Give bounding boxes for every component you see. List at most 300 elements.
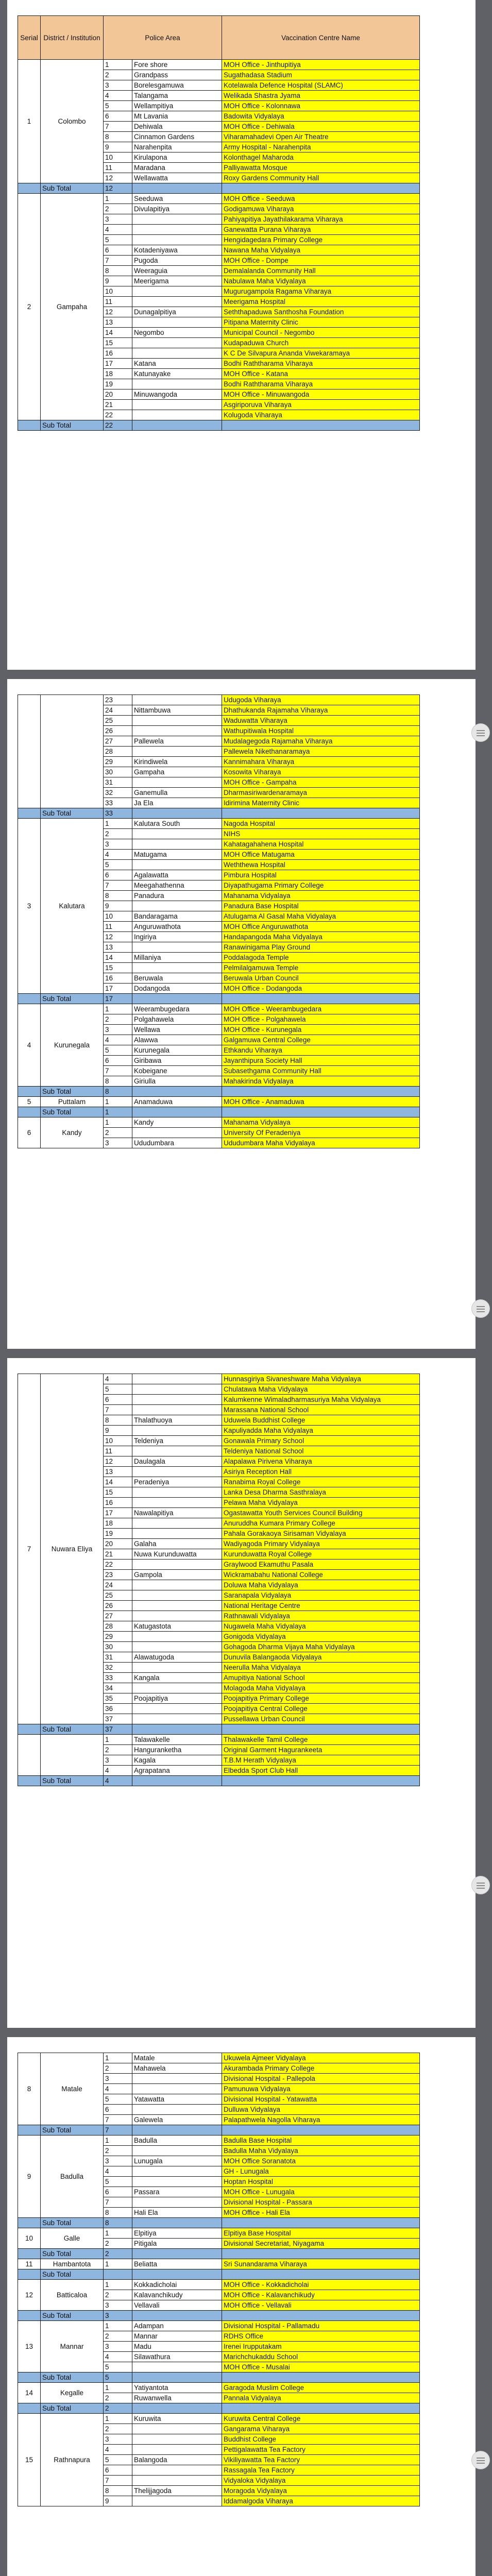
centre-name-cell: Welikada Shastra Jyama [222,91,420,101]
centre-name-cell: Wathupitiwala Hospital [222,726,420,736]
police-area-cell: Yatiyantota [132,2383,222,2393]
police-area-cell [132,1663,222,1673]
table-row [18,819,420,829]
subtotal-value: 22 [104,420,132,431]
centre-name-cell: Kalumkenne Wimaladharmasuriya Maha Vidyalaya [222,1395,420,1405]
subtotal-value: 8 [104,1087,132,1097]
row-number-cell: 9 [104,2496,132,2506]
centre-name-cell: Hengidagedara Primary College [222,235,420,245]
subtotal-row [18,2403,420,2414]
row-number-cell: 8 [104,1076,132,1087]
police-area-cell: Kandy [132,1117,222,1128]
row-number-cell: 32 [104,1663,132,1673]
row-number-cell: 5 [104,235,132,245]
centre-name-cell: Marichchukaddu School [222,2352,420,2362]
scroll-handle-icon[interactable] [471,2451,490,2469]
row-number-cell: 6 [104,2105,132,2115]
table-row [18,60,420,70]
centre-name-cell: MOH Office - Kolonnawa [222,101,420,111]
serial-cell: 10 [18,2228,41,2249]
centre-name-cell: Elbedda Sport Club Hall [222,1766,420,1776]
centre-name-cell: Kannimahara Viharaya [222,757,420,767]
police-area-cell: Nawalapitiya [132,1508,222,1518]
subtotal-blank [132,1724,222,1735]
police-area-cell [132,214,222,225]
subtotal-value: 4 [104,1776,132,1786]
row-number-cell: 26 [104,726,132,736]
centre-name-cell: Pettigalawatta Tea Factory [222,2445,420,2455]
district-cell: Kandy [41,1117,104,1148]
row-number-cell: 11 [104,163,132,173]
district-cell: Rathnapura [41,2414,104,2506]
subtotal-value: 2 [104,2403,132,2414]
police-area-cell: Katugastota [132,1621,222,1632]
police-area-cell: Mahawela [132,2063,222,2074]
row-number-cell: 15 [104,963,132,973]
subtotal-label: Sub Total [41,2249,104,2259]
row-number-cell: 12 [104,307,132,317]
subtotal-row [18,2218,420,2228]
subtotal-label: Sub Total [41,2403,104,2414]
district-cell: Badulla [41,2136,104,2218]
centre-name-cell: NIHS [222,829,420,839]
row-number-cell: 26 [104,1601,132,1611]
row-number-cell: 7 [104,2476,132,2486]
row-number-cell: 16 [104,973,132,984]
centre-name-cell: Weththewa Hospital [222,860,420,870]
subtotal-blank [132,1107,222,1117]
row-number-cell: 5 [104,1384,132,1395]
police-area-cell: Kalavanchikudy [132,2290,222,2300]
centre-name-cell: Pahiyapitiya Jayathilakarama Viharaya [222,214,420,225]
row-number-cell: 23 [104,695,132,705]
centre-name-cell: MOH Office - Jinthupitiya [222,60,420,70]
police-area-cell: Galaha [132,1539,222,1549]
subtotal-label: Sub Total [41,2372,104,2383]
row-number-cell: 2 [104,2290,132,2300]
centre-name-cell: Gangarama Viharaya [222,2424,420,2434]
row-number-cell: 2 [104,1014,132,1025]
police-area-cell: Polgahawela [132,1014,222,1025]
police-area-cell: Pitigala [132,2239,222,2249]
subtotal-value: 5 [104,2372,132,2383]
subtotal-blank [18,808,41,819]
subtotal-value: 1 [104,1107,132,1117]
subtotal-blank [18,1107,41,1117]
subtotal-row [18,2249,420,2259]
subtotal-blank [222,2311,420,2321]
row-number-cell: 1 [104,2136,132,2146]
serial-cell: 8 [18,2053,41,2125]
row-number-cell: 31 [104,777,132,788]
centre-name-cell: MOH Office - Polgahawela [222,1014,420,1025]
police-area-cell: Bandaragama [132,911,222,922]
row-number-cell: 2 [104,2331,132,2342]
centre-name-cell: Chulatawa Maha Vidyalaya [222,1384,420,1395]
row-number-cell: 9 [104,276,132,286]
document-page [7,0,476,670]
subtotal-value: 17 [104,994,132,1004]
subtotal-row [18,2269,420,2280]
police-area-cell [132,1704,222,1714]
row-number-cell: 2 [104,1128,132,1138]
police-area-cell [132,1642,222,1652]
row-number-cell: 7 [104,2197,132,2208]
centre-name-cell: Alapalawa Pirivena Viharaya [222,1456,420,1467]
centre-name-cell: Divisional Secretariat, Niyagama [222,2239,420,2249]
centre-name-cell: Subasethgama Community Hall [222,1066,420,1076]
subtotal-blank [132,2249,222,2259]
police-area-cell: Gampola [132,1570,222,1580]
row-number-cell: 2 [104,2239,132,2249]
police-area-cell: Meerigama [132,276,222,286]
centre-name-cell: MOH Office - Kurunegala [222,1025,420,1035]
police-area-cell: Ingiriya [132,932,222,942]
police-area-cell: Agrapatana [132,1766,222,1776]
row-number-cell: 6 [104,2187,132,2197]
police-area-cell: Elpitiya [132,2228,222,2239]
row-number-cell: 7 [104,256,132,266]
row-number-cell: 8 [104,266,132,276]
police-area-cell [132,410,222,420]
police-area-cell: Wellawatta [132,173,222,183]
centre-name-cell: Mahanama Vidyalaya [222,891,420,901]
row-number-cell: 27 [104,736,132,747]
district-cell: Matale [41,2053,104,2125]
centre-name-cell: Army Hospital - Narahenpita [222,142,420,152]
subtotal-blank [222,2125,420,2136]
subtotal-blank [18,2249,41,2259]
row-number-cell: 6 [104,111,132,122]
row-number-cell: 12 [104,1456,132,1467]
district-cell: Mannar [41,2321,104,2372]
centre-name-cell: Anuruddha Kumara Primary College [222,1518,420,1529]
row-number-cell: 16 [104,1498,132,1508]
police-area-cell: Balangoda [132,2455,222,2465]
centre-name-cell: Pahala Gorakaoya Sirisaman Vidyalaya [222,1529,420,1539]
row-number-cell: 5 [104,2455,132,2465]
centre-name-cell: Meerigama Hospital [222,297,420,307]
police-area-cell: Katana [132,359,222,369]
police-area-cell: Ududumbara [132,1138,222,1148]
row-number-cell: 31 [104,1652,132,1663]
centre-name-cell: Mahakirinda Vidyalaya [222,1076,420,1087]
scroll-handle-icon[interactable] [471,1876,490,1894]
row-number-cell: 5 [104,2362,132,2372]
centre-name-cell: Ganewatta Purana Viharaya [222,225,420,235]
row-number-cell: 4 [104,2166,132,2177]
police-area-cell [132,400,222,410]
serial-cell: 7 [18,1374,41,1724]
subtotal-blank [132,2372,222,2383]
subtotal-blank [132,2403,222,2414]
centre-name-cell: Elpitiya Base Hospital [222,2228,420,2239]
police-area-cell: Passara [132,2187,222,2197]
row-number-cell: 4 [104,2352,132,2362]
police-area-cell: Dodangoda [132,984,222,994]
row-number-cell: 1 [104,2280,132,2290]
police-area-cell [132,1395,222,1405]
row-number-cell: 20 [104,389,132,400]
subtotal-blank [222,2249,420,2259]
police-area-cell [132,338,222,348]
centre-name-cell: Kolonthagel Maharoda [222,152,420,163]
row-number-cell: 25 [104,1590,132,1601]
subtotal-blank [18,2218,41,2228]
centre-name-cell: Akurambada Primary College [222,2063,420,2074]
subtotal-row [18,1724,420,1735]
table-row [18,2280,420,2290]
row-number-cell: 19 [104,1529,132,1539]
police-area-cell [132,901,222,911]
centre-name-cell: Jayanthipura Society Hall [222,1056,420,1066]
table-row [18,1097,420,1107]
serial-cell: 15 [18,2414,41,2506]
table-row [18,2259,420,2269]
document-page [7,1358,476,2028]
subtotal-blank [132,183,222,194]
centre-name-cell: Kosowita Viharaya [222,767,420,777]
district-cell: Batticaloa [41,2280,104,2311]
vaccination-centre-table [18,694,420,1148]
centre-name-cell: Poojapitiya Central College [222,1704,420,1714]
subtotal-value: 37 [104,1724,132,1735]
row-number-cell: 1 [104,2228,132,2239]
subtotal-blank [132,2269,222,2280]
centre-name-cell: Waduwatta Viharaya [222,716,420,726]
row-number-cell: 34 [104,1683,132,1693]
subtotal-blank [18,1776,41,1786]
serial-cell: 3 [18,819,41,994]
serial-cell: 4 [18,1004,41,1087]
centre-name-cell: MOH Office Matugama [222,850,420,860]
centre-name-cell: K C De Silvapura Ananda Viwekaramaya [222,348,420,359]
row-number-cell: 5 [104,2177,132,2187]
row-number-cell: 30 [104,767,132,777]
police-area-cell [132,1529,222,1539]
row-number-cell: 29 [104,1632,132,1642]
scroll-handle-icon[interactable] [471,723,490,742]
row-number-cell: 3 [104,1025,132,1035]
centre-name-cell: MOH Office - Gampaha [222,777,420,788]
centre-name-cell: MOH Office - Weerambugedara [222,1004,420,1014]
row-number-cell: 9 [104,1426,132,1436]
centre-name-cell: Sri Sunandarama Viharaya [222,2259,420,2269]
centre-name-cell: MOH Office - Dehiwala [222,122,420,132]
police-area-cell: Talangama [132,91,222,101]
centre-name-cell: Nagoda Hospital [222,819,420,829]
centre-name-cell: MOH Office - Minuwangoda [222,389,420,400]
row-number-cell: 7 [104,1405,132,1415]
row-number-cell: 1 [104,2321,132,2331]
police-area-cell: Ruwanwella [132,2393,222,2403]
vaccination-centre-table [18,15,420,431]
centre-name-cell: MOH Office - Seeduwa [222,194,420,204]
subtotal-label: Sub Total [41,420,104,431]
subtotal-blank [222,1087,420,1097]
row-number-cell: 8 [104,1415,132,1426]
row-number-cell: 14 [104,328,132,338]
row-number-cell: 7 [104,122,132,132]
police-area-cell: Galewela [132,2115,222,2125]
police-area-cell: Negombo [132,328,222,338]
police-area-cell: Mt Lavania [132,111,222,122]
subtotal-row [18,183,420,194]
centre-name-cell: Idirimina Maternity Clinic [222,798,420,808]
centre-name-cell: Dunuvila Balangaoda Vidyalaya [222,1652,420,1663]
subtotal-blank [222,183,420,194]
row-number-cell: 16 [104,348,132,359]
row-number-cell: 4 [104,1035,132,1045]
police-area-cell [132,286,222,297]
table-row [18,1117,420,1128]
subtotal-row [18,2125,420,2136]
row-number-cell: 18 [104,1518,132,1529]
row-number-cell: 24 [104,705,132,716]
police-area-cell [132,2465,222,2476]
police-area-cell [132,2074,222,2084]
centre-name-cell: Diyapathugama Primary College [222,880,420,891]
police-area-cell [132,1374,222,1384]
subtotal-blank [222,808,420,819]
subtotal-value: 7 [104,2125,132,2136]
centre-name-cell: Poddalagoda Temple [222,953,420,963]
subtotal-label: Sub Total [41,1107,104,1117]
row-number-cell: 7 [104,1066,132,1076]
subtotal-blank [132,2218,222,2228]
centre-name-cell: Kurunduwatta Royal College [222,1549,420,1560]
police-area-cell: Alawwa [132,1035,222,1045]
police-area-cell: Agalawatta [132,870,222,880]
police-area-cell: Maradana [132,163,222,173]
centre-name-cell: Mudalagegoda Rajamaha Viharaya [222,736,420,747]
row-number-cell: 8 [104,891,132,901]
row-number-cell: 10 [104,911,132,922]
row-number-cell: 5 [104,101,132,111]
row-number-cell: 2 [104,1745,132,1755]
centre-name-cell: Kotelawala Defence Hospital (SLAMC) [222,80,420,91]
serial-cell: 13 [18,2321,41,2372]
subtotal-label: Sub Total [41,1087,104,1097]
row-number-cell: 25 [104,716,132,726]
centre-name-cell: Gonigoda Vidyalaya [222,1632,420,1642]
row-number-cell: 12 [104,173,132,183]
centre-name-cell: MOH Office - Kokkadicholai [222,2280,420,2290]
subtotal-label: Sub Total [41,1776,104,1786]
table-row [18,2136,420,2146]
subtotal-blank [18,2403,41,2414]
row-number-cell: 4 [104,2084,132,2094]
row-number-cell: 21 [104,1549,132,1560]
row-number-cell: 1 [104,2053,132,2063]
centre-name-cell: Kapuliyadda Maha Vidyalaya [222,1426,420,1436]
centre-name-cell: Irenei Irupputakam [222,2342,420,2352]
police-area-cell [132,695,222,705]
police-area-cell: Adampan [132,2321,222,2331]
centre-name-cell: T.B.M Herath Vidyalaya [222,1755,420,1766]
police-area-cell [132,963,222,973]
table-row [18,2228,420,2239]
subtotal-blank [222,420,420,431]
centre-name-cell: Demalalanda Community Hall [222,266,420,276]
centre-name-cell: Mugurugampola Ragama Viharaya [222,286,420,297]
table-row [18,2053,420,2063]
police-area-cell: Teldeniya [132,1436,222,1446]
row-number-cell: 9 [104,901,132,911]
scroll-handle-icon[interactable] [471,1299,490,1318]
row-number-cell: 2 [104,829,132,839]
centre-name-cell: Palliyawatta Mosque [222,163,420,173]
district-cell: Gampaha [41,194,104,420]
row-number-cell: 3 [104,2300,132,2311]
police-area-cell: Borelesgamuwa [132,80,222,91]
district-cell: Galle [41,2228,104,2249]
centre-name-cell: MOH Office - Dodangoda [222,984,420,994]
police-area-cell: Alawatugoda [132,1652,222,1663]
centre-name-cell: Ududumbara Maha Vidyalaya [222,1138,420,1148]
police-area-cell [132,2084,222,2094]
row-number-cell: 10 [104,1436,132,1446]
row-number-cell: 21 [104,400,132,410]
police-area-cell [132,2177,222,2187]
row-number-cell: 13 [104,1467,132,1477]
centre-name-cell: Handapangoda Maha Vidyalaya [222,932,420,942]
subtotal-blank [132,2125,222,2136]
row-number-cell: 2 [104,2146,132,2156]
centre-name-cell: MOH Office - Musalai [222,2362,420,2372]
row-number-cell: 6 [104,2465,132,2476]
row-number-cell: 7 [104,880,132,891]
police-area-cell [132,1580,222,1590]
centre-name-cell: Kuruwita Central College [222,2414,420,2424]
centre-name-cell: Amupitiya National School [222,1673,420,1683]
subtotal-blank [18,183,41,194]
police-area-cell: Hanguranketha [132,1745,222,1755]
police-area-cell [132,726,222,736]
centre-name-cell: Pamunuwa Vidyalaya [222,2084,420,2094]
row-number-cell: 28 [104,1621,132,1632]
row-number-cell: 1 [104,1735,132,1745]
police-area-cell [132,747,222,757]
centre-name-cell: Poojapitiya Primary College [222,1693,420,1704]
subtotal-blank [18,2311,41,2321]
row-number-cell: 10 [104,152,132,163]
document-page [7,679,476,1349]
row-number-cell: 14 [104,953,132,963]
row-number-cell: 17 [104,359,132,369]
centre-name-cell: Godigamuwa Viharaya [222,204,420,214]
serial-header: Serial [18,16,41,60]
centre-name-cell: Divisional Hospital - Yatawatta [222,2094,420,2105]
table-row [18,1374,420,1384]
police-area-cell: Panadura [132,891,222,901]
centre-name-cell: Dulluwa Vidyalaya [222,2105,420,2115]
row-number-cell: 9 [104,142,132,152]
centre-name-cell: Divisional Hospital - Passara [222,2197,420,2208]
police-area-cell: Anguruwathota [132,922,222,932]
serial-cell: 5 [18,1097,41,1107]
subtotal-blank [222,2269,420,2280]
table-row [18,2383,420,2393]
centre-name-cell: Saranapala Vidyalaya [222,1590,420,1601]
row-number-cell: 13 [104,317,132,328]
police-area-cell: Cinnamon Gardens [132,132,222,142]
centre-name-cell: Kolugoda Viharaya [222,410,420,420]
police-area-cell [132,1384,222,1395]
police-area-cell [132,297,222,307]
row-number-cell: 33 [104,1673,132,1683]
row-number-cell: 1 [104,1117,132,1128]
